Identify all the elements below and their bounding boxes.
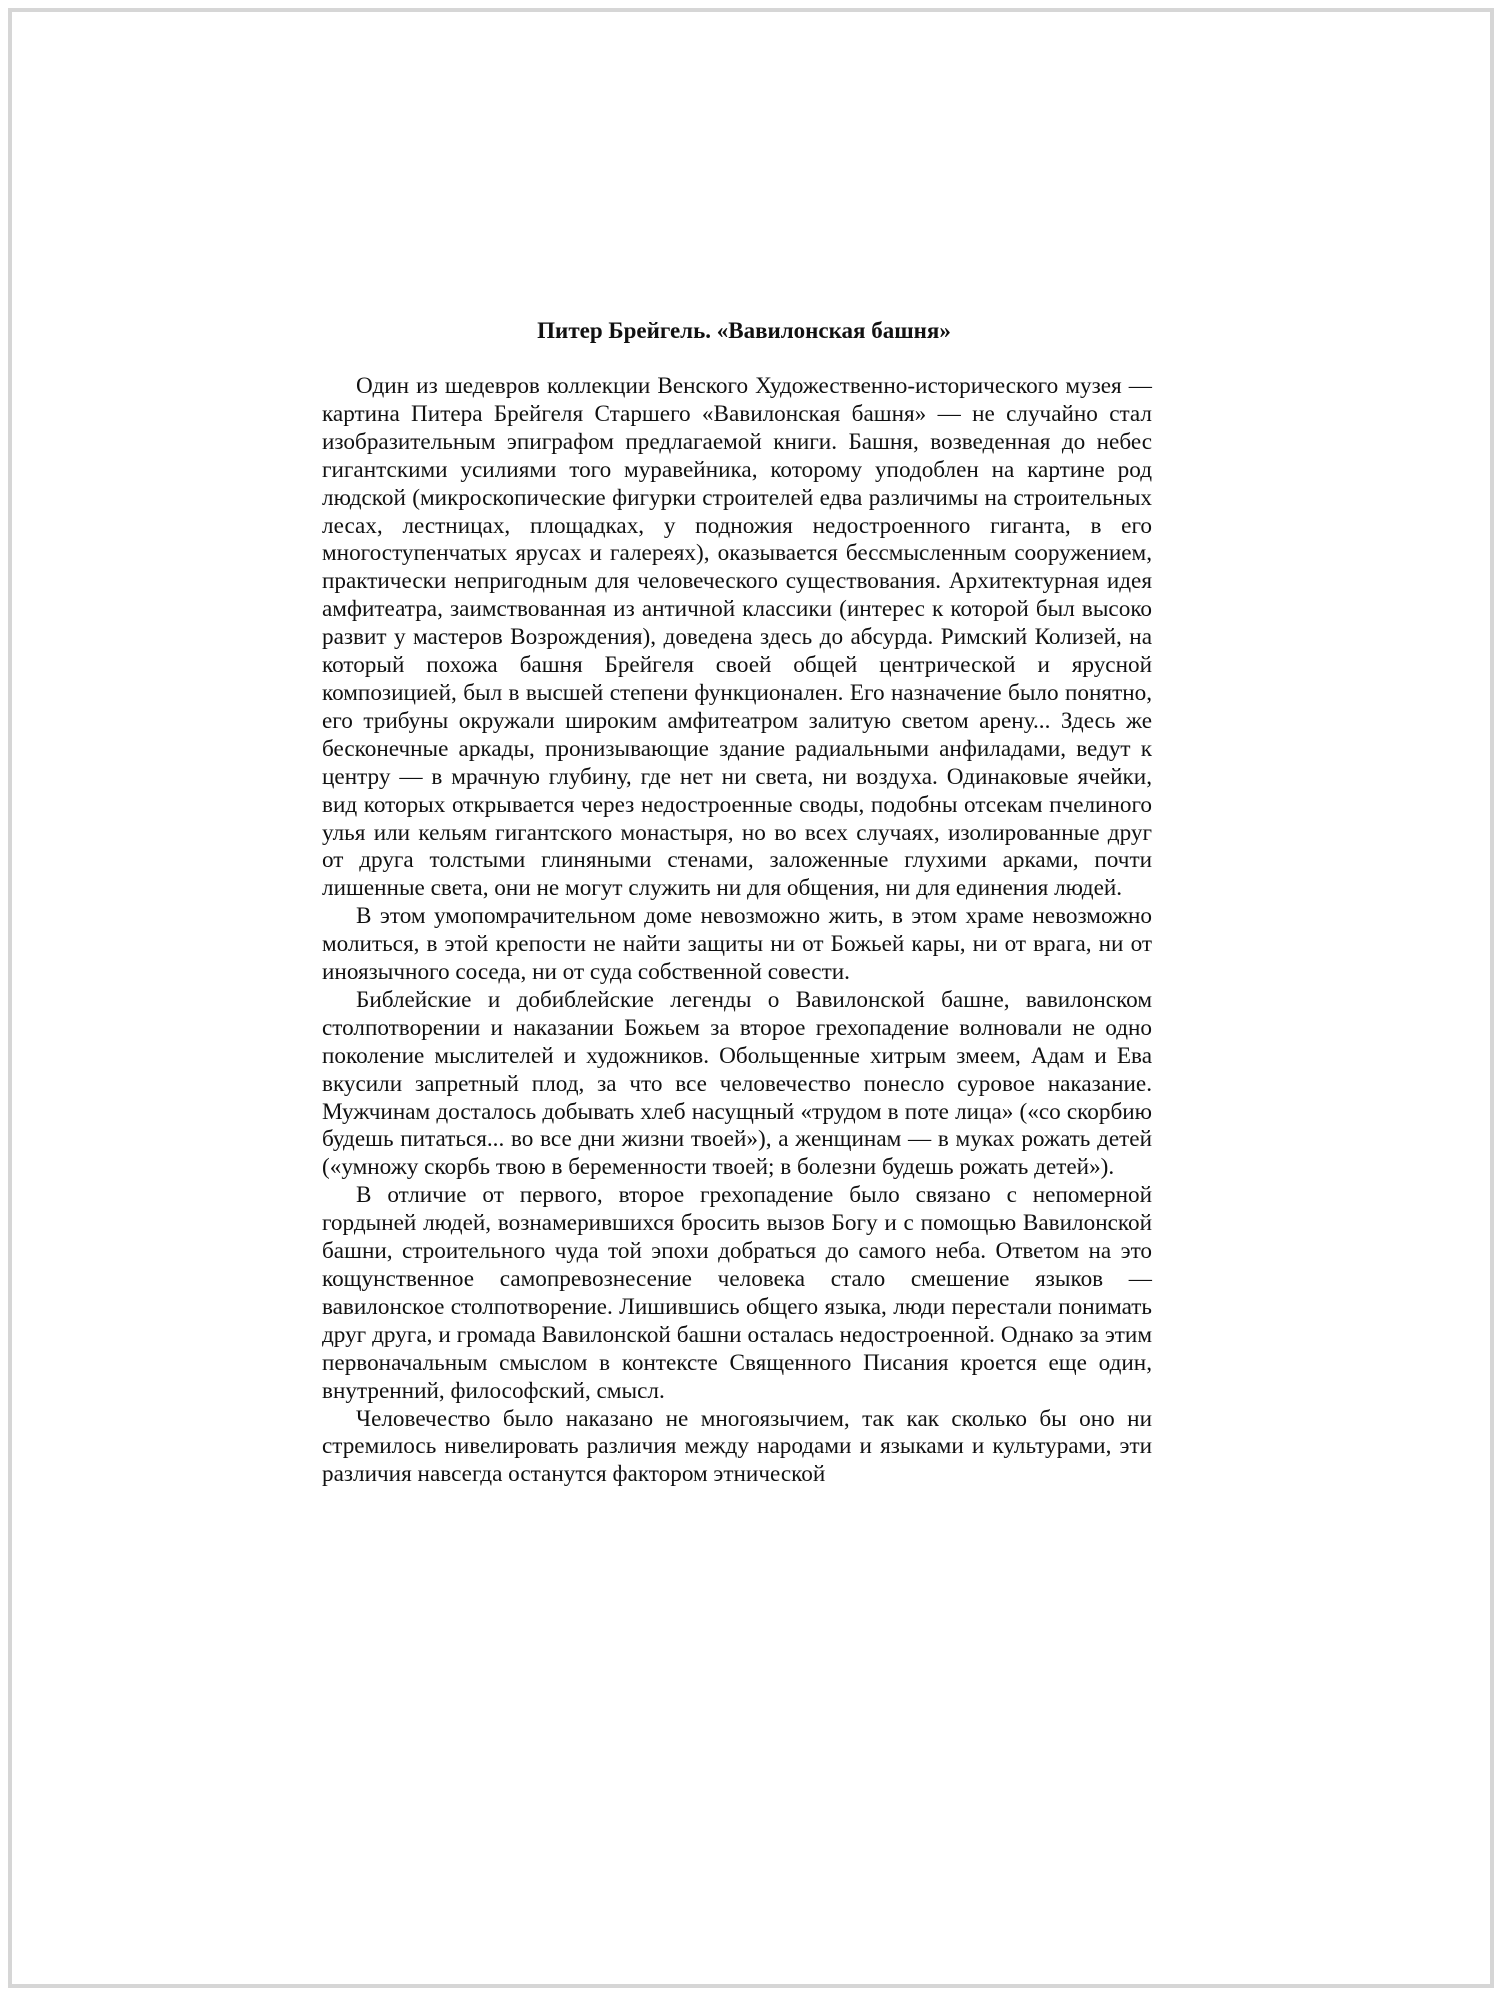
paragraph-2: В этом умопомрачительном доме невозможно жить, в этом храме невозможно молиться, в этой крепости не найти защиты ни от Божьей кары, ни от врага, ни от иноязычного соседа, ни от суда собственной совести.	[322, 903, 1152, 986]
document-title: Питер Брейгель. «Вавилонская башня»	[537, 318, 951, 343]
document-body	[322, 317, 1152, 1489]
paragraph-5: Человечество было наказано не многоязычием, так как сколько бы оно ни стремилось нивелировать различия между народами и языками и культурами, эти различия навсегда останутся фактором этнической	[322, 1405, 1152, 1488]
paragraph-3: Библейские и добиблейские легенды о Вавилонской башне, вавилонском столпотворении и наказании Божьем за второе грехопадение волновали не одно поколение мыслителей и художников. Обольщенные хитрым змеем, Адам и Ева вкусили запретный плод, за что все человечество понесло суровое наказание. Мужчинам досталось добывать хлеб насущный «трудом в поте лица» («со скорбию будешь питаться... во все дни жизни твоей»), а женщинам — в муках рожать детей («умножу скорбь твою в беременности твоей; в болезни будешь рожать детей»).	[322, 986, 1152, 1181]
paragraph-1: Один из шедевров коллекции Венского Художественно-исторического музея — картина Питера Брейгеля Старшего «Вавилонская башня» — не случайно стал изобразительным эпиграфом предлагаемой книги. Башня, возведенная до небес гигантскими усилиями того муравейника, которому уподоблен на картине род людской (микроскопические фигурки строителей едва различимы на строительных лесах, лестницах, площадках, у подножия недостроенного гиганта, в его многоступенчатых ярусах и галереях), оказывается бессмысленным сооружением, практически непригодным для человеческого существования. Архитектурная идея амфитеатра, заимствованная из античной классики (интерес к которой был высоко развит у мастеров Возрождения), доведена здесь до абсурда. Римский Колизей, на который похожа башня Брейгеля своей общей центрической и ярусной композицией, был в высшей степени функционален. Его назначение было понятно, его трибуны окружали широким амфитеатром залитую светом арену... Здесь же бесконечные аркады, пронизывающие здание радиальными анфиладами, ведут к центру — в мрачную глубину, где нет ни света, ни воздуха. Одинаковые ячейки, вид которых открывается через недостроенные своды, подобны отсекам пчелиного улья или кельям гигантского монастыря, но во всех случаях, изолированные друг от друга толстыми глиняными стенами, заложенные глухими арками, почти лишенные света, они не могут служить ни для общения, ни для единения людей.	[322, 373, 1152, 902]
page-frame	[8, 8, 1494, 1988]
paragraph-4: В отличие от первого, второе грехопадение было связано с непомерной гордыней людей, вознамерившихся бросить вызов Богу и с помощью Вавилонской башни, строительного чуда той эпохи добраться до самого неба. Ответом на это кощунственное самопревознесение человека стало смешение языков — вавилонское столпотворение. Лишившись общего языка, люди перестали понимать друг друга, и громада Вавилонской башни осталась недостроенной. Однако за этим первоначальным смыслом в контексте Священного Писания кроется еще один, внутренний, философский, смысл.	[322, 1182, 1152, 1404]
